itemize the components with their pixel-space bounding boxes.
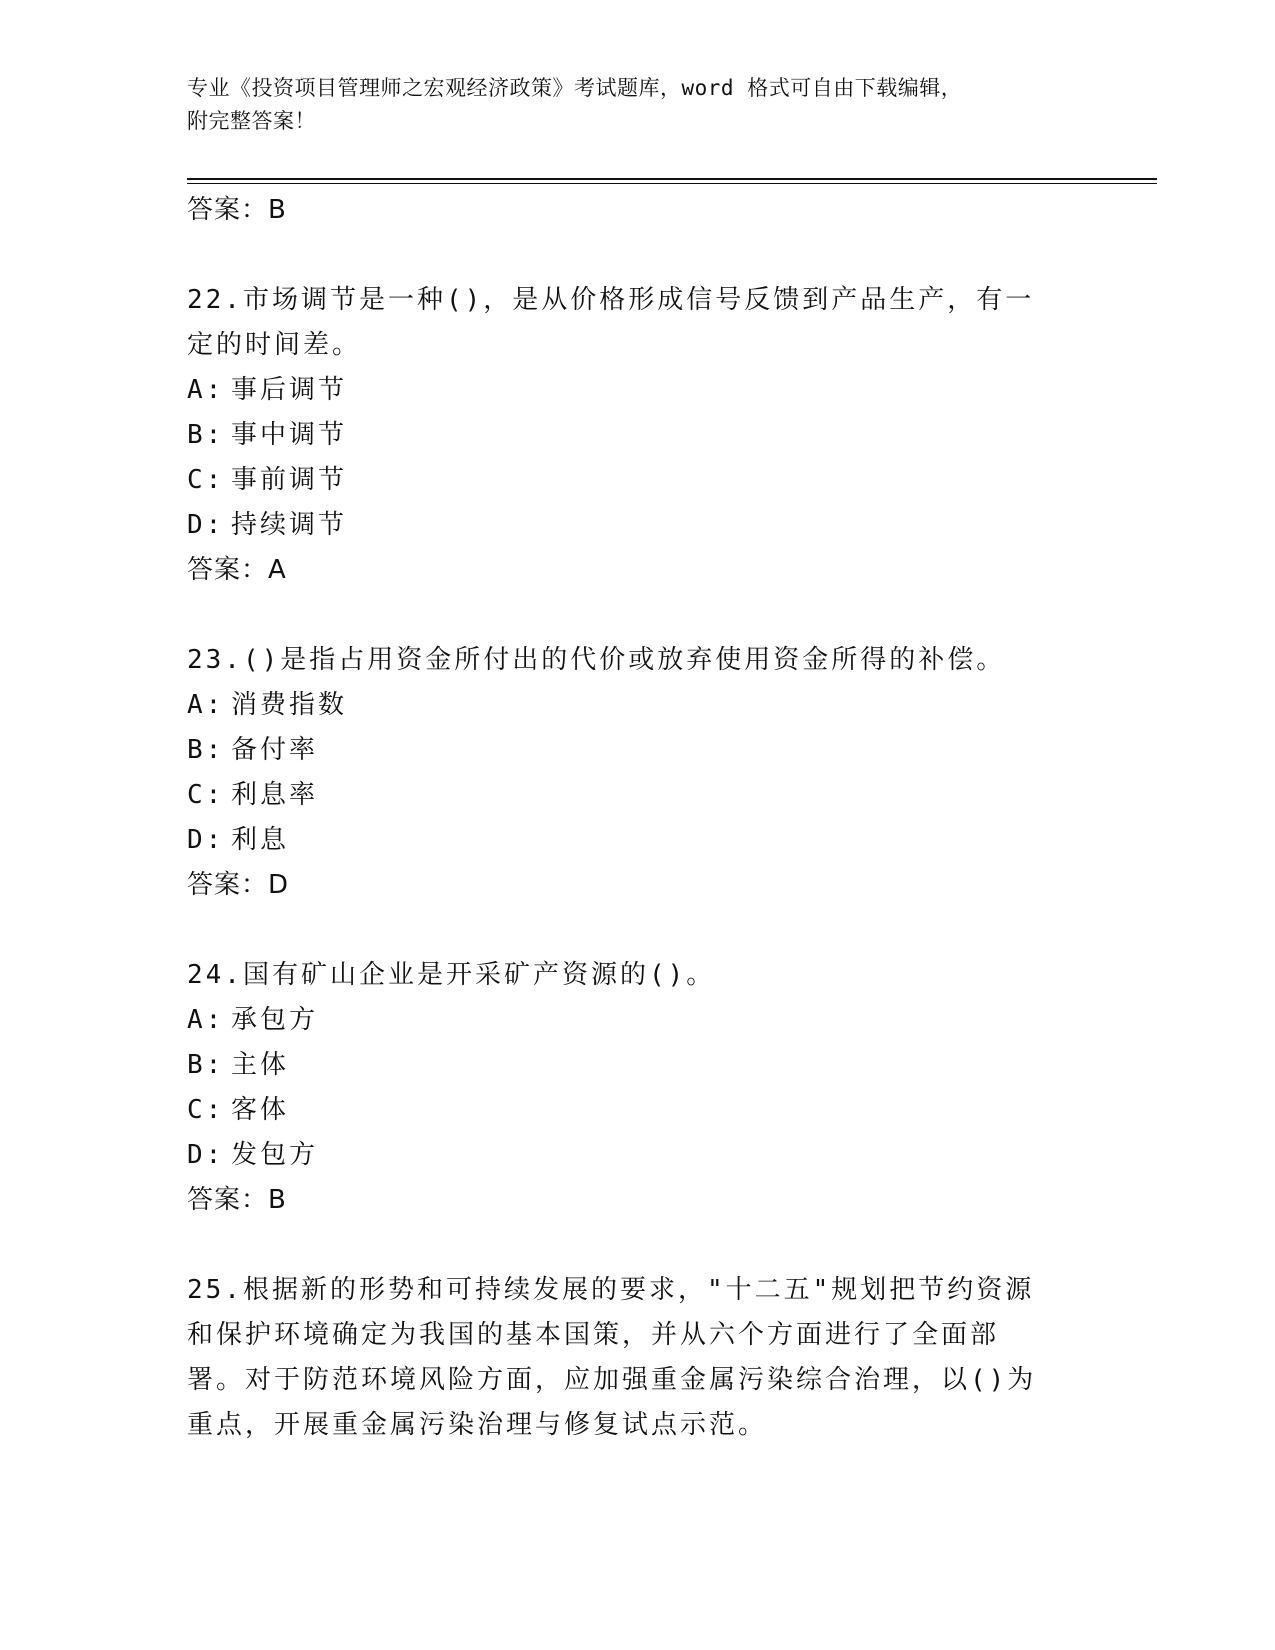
answer-line: 答案：B [187, 195, 287, 225]
question-text: 23.()是指占用资金所付出的代价或放弃使用资金所得的补偿。 [187, 645, 1006, 675]
option-a [187, 683, 1087, 728]
question-list [187, 188, 1087, 1448]
option-b [187, 413, 1087, 458]
option-b [187, 728, 1087, 773]
question-item [187, 953, 1087, 1223]
option-letter: B: [187, 1050, 225, 1080]
intro-line-2: 附完整答案！ [187, 109, 316, 133]
option-c [187, 458, 1087, 503]
intro-line-1: 专业《投资项目管理师之宏观经济政策》考试题库，word 格式可自由下载编辑， [187, 76, 963, 100]
question-text: 24.国有矿山企业是开采矿产资源的()。 [187, 960, 716, 990]
option-text: 利息 [231, 825, 290, 855]
option-letter: A: [187, 1005, 225, 1035]
option-letter: D: [187, 825, 225, 855]
document-header [187, 72, 1067, 138]
option-letter: C: [187, 780, 225, 810]
option-letter: A: [187, 690, 225, 720]
option-text: 事前调节 [231, 465, 348, 495]
option-letter: B: [187, 420, 225, 450]
option-letter: A: [187, 375, 225, 405]
option-text: 客体 [231, 1095, 290, 1125]
option-letter: B: [187, 735, 225, 765]
option-text: 持续调节 [231, 510, 348, 540]
option-d [187, 503, 1087, 548]
option-text: 事后调节 [231, 375, 348, 405]
question-text: 25.根据新的形势和可持续发展的要求，"十二五"规划把节约资源和保护环境确定为我国的基本国策，并从六个方面进行了全面部署。对于防范环境风险方面，应加强重金属污染综合治理，以()为重点，开展重金属污染治理与修复试点示范。 [187, 1275, 1037, 1440]
option-text: 发包方 [231, 1140, 319, 1170]
option-d [187, 818, 1087, 863]
option-letter: D: [187, 510, 225, 540]
option-text: 备付率 [231, 735, 319, 765]
question-text: 22.市场调节是一种()，是从价格形成信号反馈到产品生产，有一定的时间差。 [187, 285, 1035, 360]
option-letter: C: [187, 465, 225, 495]
question-item [187, 638, 1087, 908]
option-a [187, 998, 1087, 1043]
option-letter: C: [187, 1095, 225, 1125]
option-c [187, 773, 1087, 818]
header-rule-thick [187, 178, 1157, 180]
option-text: 事中调节 [231, 420, 348, 450]
option-text: 承包方 [231, 1005, 319, 1035]
option-text: 消费指数 [231, 690, 348, 720]
answer-line: 答案：D [187, 870, 290, 900]
question-item [187, 278, 1087, 593]
answer-line: 答案：A [187, 555, 287, 585]
option-letter: D: [187, 1140, 225, 1170]
question-item [187, 1268, 1087, 1448]
option-a [187, 368, 1087, 413]
option-text: 利息率 [231, 780, 319, 810]
header-rule-thin [187, 183, 1157, 184]
option-text: 主体 [231, 1050, 290, 1080]
option-c [187, 1088, 1087, 1133]
option-b [187, 1043, 1087, 1088]
answer-line: 答案：B [187, 1185, 287, 1215]
option-d [187, 1133, 1087, 1178]
